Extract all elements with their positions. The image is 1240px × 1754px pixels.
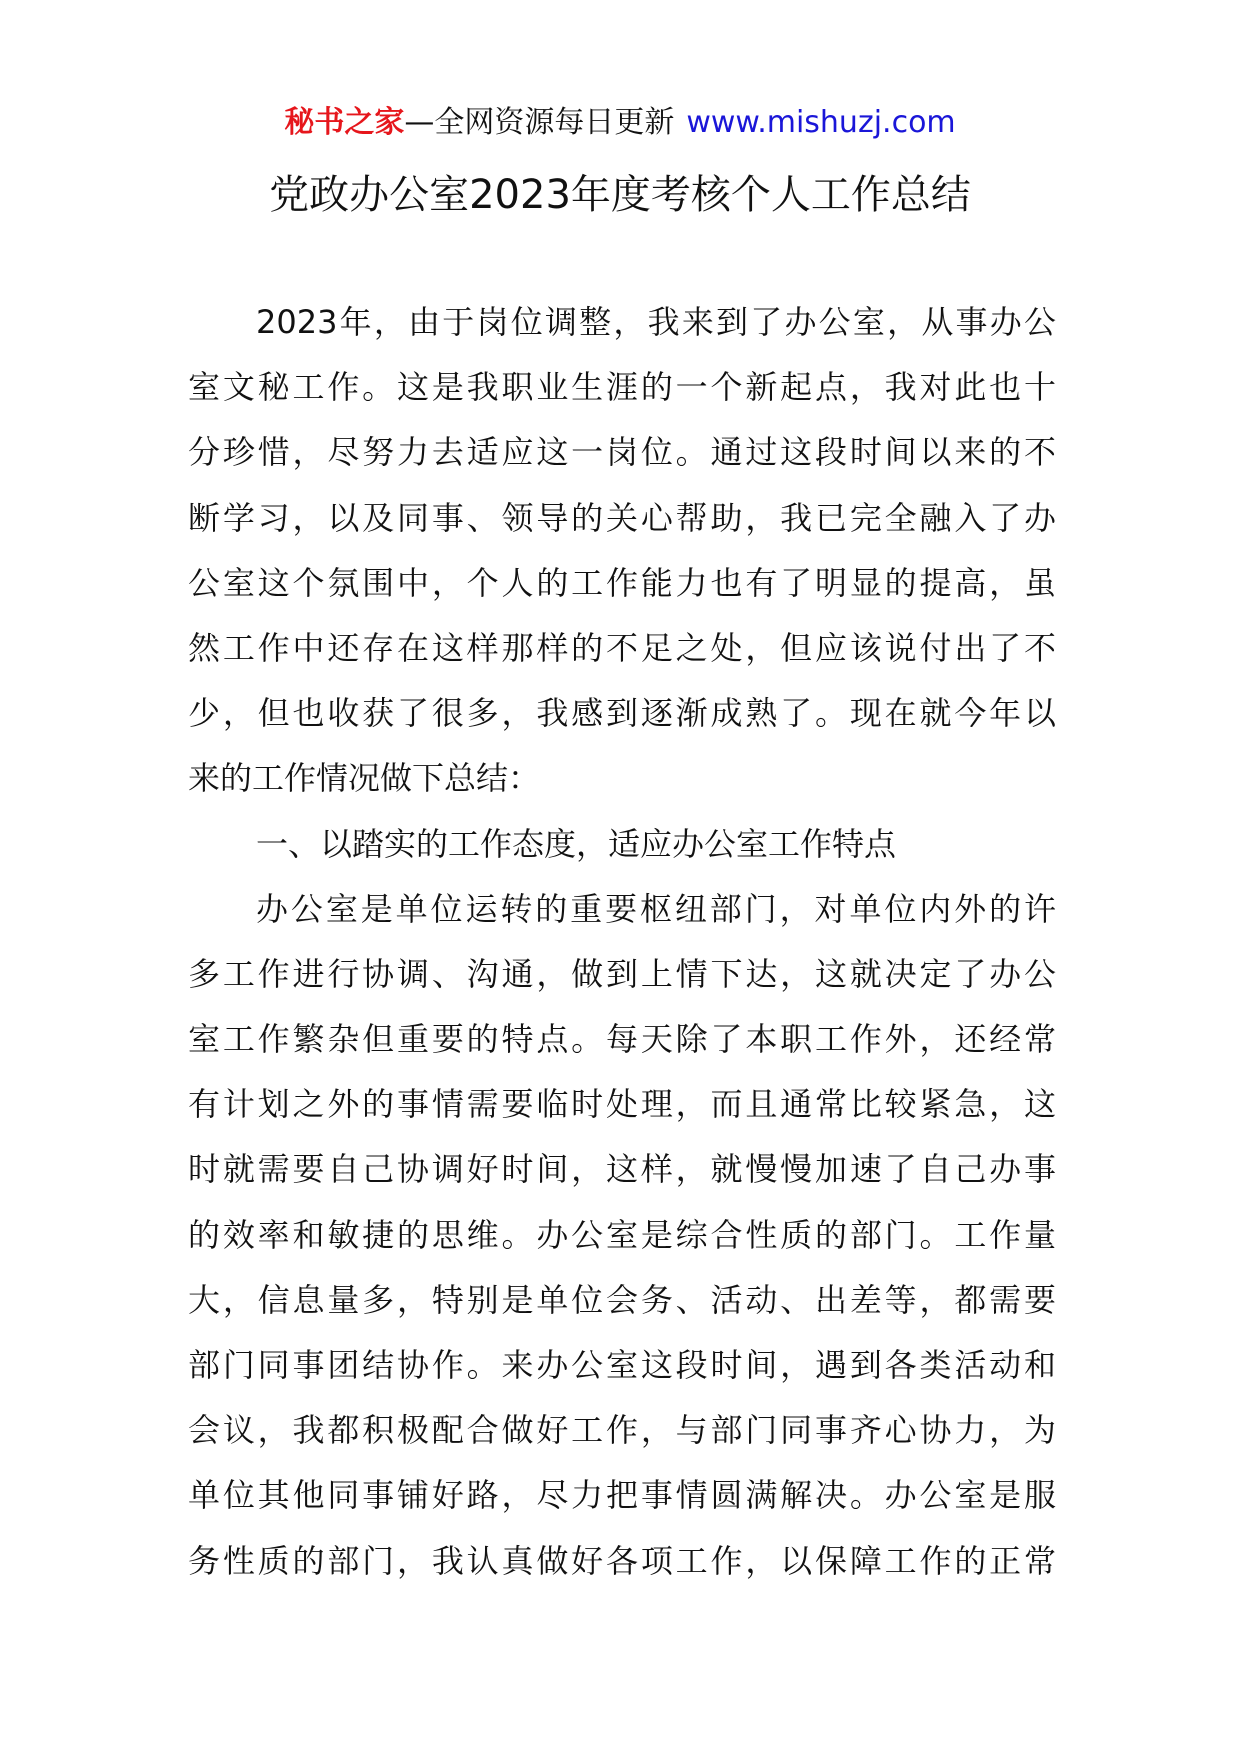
body-line: 多工作进行协调、沟通，做到上情下达，这就决定了办公	[188, 954, 1056, 993]
body-line: 时就需要自己协调好时间，这样，就慢慢加速了自己办事	[188, 1150, 1056, 1189]
body-line: 大，信息量多，特别是单位会务、活动、出差等，都需要	[188, 1280, 1056, 1319]
body-line: 室工作繁杂但重要的特点。每天除了本职工作外，还经常	[188, 1020, 1056, 1059]
body-line: 单位其他同事铺好路，尽力把事情圆满解决。办公室是服	[188, 1476, 1056, 1515]
body-line: 分珍惜，尽努力去适应这一岗位。通过这段时间以来的不	[188, 433, 1056, 472]
section-heading: 一、以踏实的工作态度，适应办公室工作特点	[256, 824, 897, 863]
body-line: 公室这个氛围中，个人的工作能力也有了明显的提高，虽	[188, 563, 1056, 602]
body-line: 然工作中还存在这样那样的不足之处，但应该说付出了不	[188, 628, 1056, 667]
body-line: 的效率和敏捷的思维。办公室是综合性质的部门。工作量	[188, 1215, 1056, 1254]
body-line: 室文秘工作。这是我职业生涯的一个新起点，我对此也十	[188, 368, 1056, 407]
body-line: 2023年，由于岗位调整，我来到了办公室，从事办公	[256, 303, 1056, 341]
body-line: 部门同事团结协作。来办公室这段时间，遇到各类活动和	[188, 1346, 1056, 1384]
body-line: 断学习，以及同事、领导的关心帮助，我已完全融入了办	[188, 498, 1056, 537]
body-line: 会议，我都积极配合做好工作，与部门同事齐心协力，为	[188, 1411, 1056, 1450]
body-line: 少，但也收获了很多，我感到逐渐成熟了。现在就今年以	[188, 694, 1056, 733]
site-url-link[interactable]: www.mishuzj.com	[686, 105, 956, 140]
document-body	[188, 290, 1056, 1594]
body-line: 有计划之外的事情需要临时处理，而且通常比较紧急，这	[188, 1085, 1056, 1124]
body-line: 办公室是单位运转的重要枢纽部门，对单位内外的许	[256, 889, 1056, 928]
brand-name: 秘书之家	[284, 105, 405, 140]
site-banner	[0, 103, 1240, 143]
body-line: 务性质的部门，我认真做好各项工作，以保障工作的正常	[188, 1541, 1056, 1580]
document-title: 党政办公室2023年度考核个人工作总结	[269, 172, 971, 218]
banner-tagline: —全网资源每日更新	[404, 105, 675, 140]
body-line: 来的工作情况做下总结：	[188, 759, 541, 798]
